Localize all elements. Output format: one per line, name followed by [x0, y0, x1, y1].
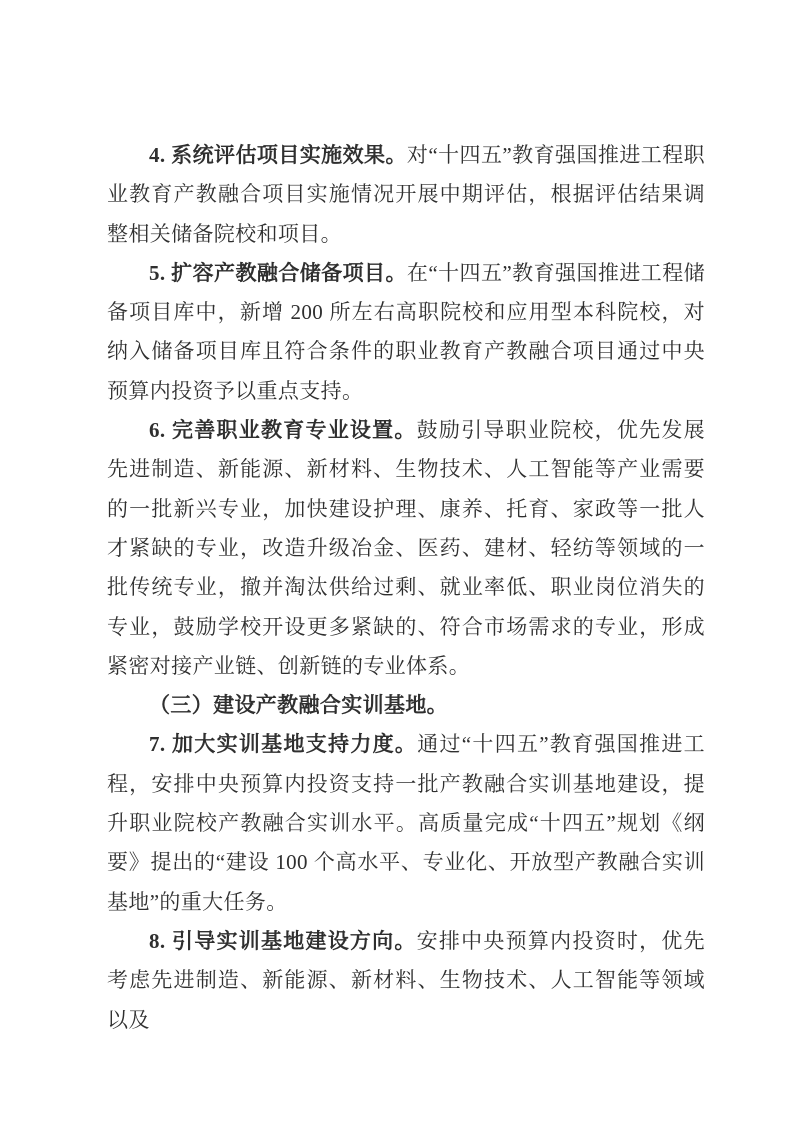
paragraph-item-5-body: 在“十四五”教育强国推进工程储备项目库中，新增 200 所左右高职院校和应用型本科院校，对纳入储备项目库且符合条件的职业教育产教融合项目通过中央预算内投资予以重点支持。 — [107, 260, 705, 403]
paragraph-item-5-lead: 5. 扩容产教融合储备项目。 — [149, 260, 407, 285]
paragraph-item-8 — [107, 922, 705, 1040]
section-heading-3 — [107, 686, 705, 725]
paragraph-item-6 — [107, 411, 705, 686]
paragraph-item-4-body: 对“十四五”教育强国推进工程职业教育产教融合项目实施情况开展中期评估，根据评估结果调整相关储备院校和项目。 — [107, 143, 705, 246]
paragraph-item-4-lead: 4. 系统评估项目实施效果。 — [149, 143, 407, 167]
paragraph-item-7 — [107, 725, 705, 921]
paragraph-item-6-body: 鼓励引导职业院校，优先发展先进制造、新能源、新材料、生物技术、人工智能等产业需要的一批新兴专业，加快建设护理、康养、托育、家政等一批人才紧缺的专业，改造升级冶金、医药、建材、轻纺等领域的一批传统专业，撤并淘汰供给过剩、就业率低、职业岗位消失的专业，鼓励学校开设更多紧缺的、符合市场需求的专业，形成紧密对接产业链、创新链的专业体系。 — [107, 418, 705, 678]
section-heading-3-text: （三）建设产教融合实训基地。 — [149, 693, 449, 718]
paragraph-item-6-lead: 6. 完善职业教育专业设置。 — [149, 418, 417, 443]
paragraph-item-8-body: 安排中央预算内投资时，优先考虑先进制造、新能源、新材料、生物技术、人工智能等领域以及 — [107, 928, 705, 1032]
paragraph-item-4 — [107, 136, 705, 254]
paragraph-item-8-lead: 8. 引导实训基地建设方向。 — [149, 928, 417, 953]
document-body — [107, 136, 705, 1040]
paragraph-item-7-body: 通过“十四五”教育强国推进工程，安排中央预算内投资支持一批产教融合实训基地建设，提升职业院校产教融合实训水平。高质量完成“十四五”规划《纲要》提出的“建设 100 个高水平、专业化、开放型产教融合实训基地”的重大任务。 — [107, 732, 705, 914]
paragraph-item-5 — [107, 254, 705, 411]
paragraph-item-7-lead: 7. 加大实训基地支持力度。 — [149, 732, 418, 757]
